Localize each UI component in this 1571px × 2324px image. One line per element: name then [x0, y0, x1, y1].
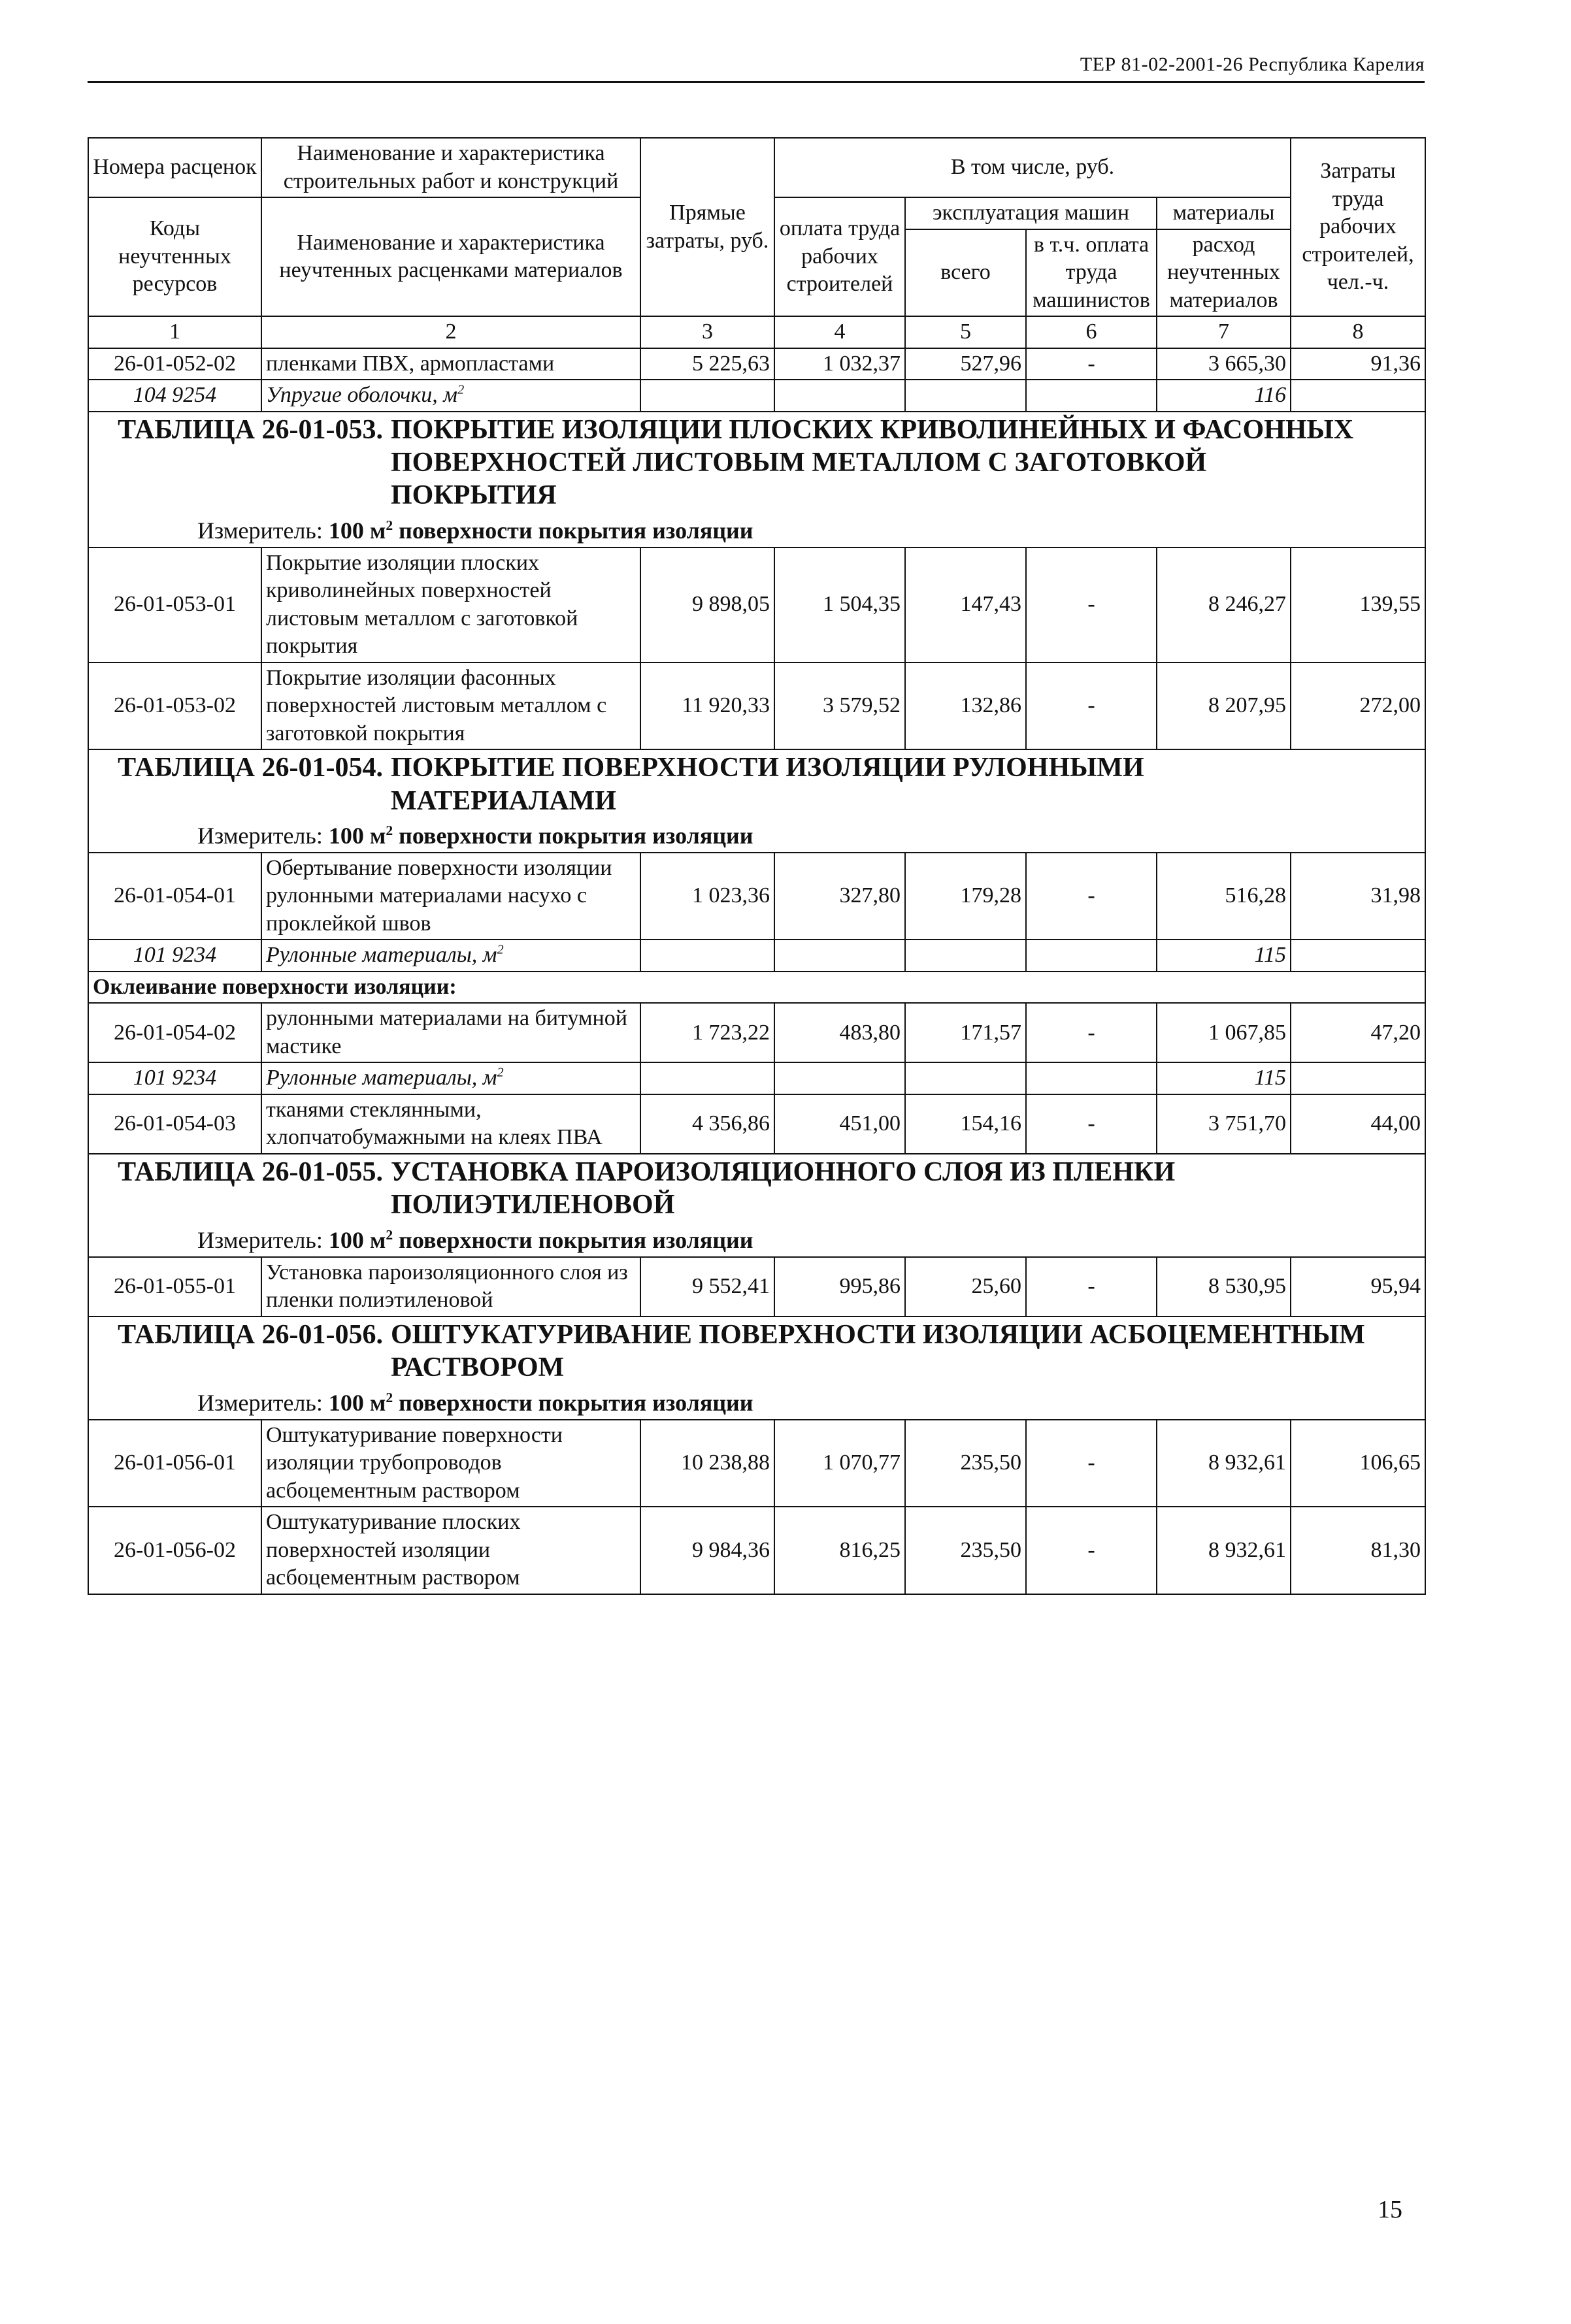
rate-code: 26-01-054-02: [88, 1003, 261, 1062]
direct-cost: 1 023,36: [640, 853, 774, 940]
rate-code: 26-01-053-02: [88, 663, 261, 750]
labor-cost: 44,00: [1291, 1094, 1425, 1154]
rate-code: 26-01-055-01: [88, 1257, 261, 1317]
resource-row: [88, 1062, 1425, 1094]
col-machine-wage: в т.ч. оплата труда машинистов: [1026, 229, 1157, 317]
machine-wage-cost: -: [1026, 1257, 1157, 1317]
page-number: 15: [1378, 2196, 1402, 2223]
col-wage: оплата труда рабочих строителей: [774, 197, 905, 316]
machine-cost: 235,50: [905, 1420, 1026, 1507]
materials-cost: 8 932,61: [1157, 1507, 1291, 1594]
resource-row: [88, 380, 1425, 412]
rate-code: 26-01-053-01: [88, 548, 261, 663]
table-row: [88, 1094, 1425, 1154]
materials-cost: 516,28: [1157, 853, 1291, 940]
col-name-top: Наименование и характеристика строительных работ и конструкций: [261, 138, 640, 197]
direct-cost: 4 356,86: [640, 1094, 774, 1154]
rate-name: Оштукатуривание плоских поверхностей изоляции асбоцементным раствором: [261, 1507, 640, 1594]
table-053-measure: Измеритель: 100 $м^2$ поверхности покрытия изоляции: [197, 517, 753, 544]
table-054-number: ТАБЛИЦА 26-01-054.: [118, 753, 383, 783]
table-055-title: УСТАНОВКА ПАРОИЗОЛЯЦИОННОГО СЛОЯ ИЗ ПЛЕНКИ ПОЛИЭТИЛЕНОВОЙ: [391, 1156, 1176, 1220]
col-code-bottom: Коды неучтенных ресурсов: [88, 197, 261, 316]
col-machine-group: эксплуатация машин: [905, 197, 1157, 229]
table-053-number: ТАБЛИЦА 26-01-053.: [118, 414, 383, 445]
machine-wage-cost: -: [1026, 1420, 1157, 1507]
wage-cost: 1 032,37: [774, 348, 905, 380]
col-labor: Затраты труда рабочих строителей, чел.-ч.: [1291, 138, 1425, 316]
resource-name: Упругие оболочки, $м^2$: [261, 380, 640, 412]
materials-cost: 3 665,30: [1157, 348, 1291, 380]
table-055-title-row: [88, 1154, 1425, 1257]
table-row: [88, 548, 1425, 663]
machine-wage-cost: -: [1026, 1507, 1157, 1594]
direct-cost: 9 984,36: [640, 1507, 774, 1594]
labor-cost: 106,65: [1291, 1420, 1425, 1507]
col-incl: В том числе, руб.: [774, 138, 1291, 197]
col-machine-total: всего: [905, 229, 1026, 317]
table-055-number: ТАБЛИЦА 26-01-055.: [118, 1156, 383, 1187]
rate-code: 26-01-052-02: [88, 348, 261, 380]
materials-cost: 3 751,70: [1157, 1094, 1291, 1154]
machine-cost: 527,96: [905, 348, 1026, 380]
direct-cost: 11 920,33: [640, 663, 774, 750]
table-056-measure: Измеритель: 100 $м^2$ поверхности покрытия изоляции: [197, 1389, 753, 1416]
materials-cost: 1 067,85: [1157, 1003, 1291, 1062]
table-row: [88, 853, 1425, 940]
labor-cost: 31,98: [1291, 853, 1425, 940]
col-number: 7: [1157, 316, 1291, 348]
table-054-title: ПОКРЫТИЕ ПОВЕРХНОСТИ ИЗОЛЯЦИИ РУЛОННЫМИ МАТЕРИАЛАМИ: [391, 753, 1144, 816]
machine-wage-cost: -: [1026, 853, 1157, 940]
machine-wage-cost: -: [1026, 1003, 1157, 1062]
col-materials-group: материалы: [1157, 197, 1291, 229]
machine-cost: 179,28: [905, 853, 1026, 940]
labor-cost: 91,36: [1291, 348, 1425, 380]
table-056-title: ОШТУКАТУРИВАНИЕ ПОВЕРХНОСТИ ИЗОЛЯЦИИ АСБОЦЕМЕНТНЫМ РАСТВОРОМ: [391, 1319, 1365, 1383]
labor-cost: 272,00: [1291, 663, 1425, 750]
rates-table: [88, 137, 1426, 1595]
rate-name: Оштукатуривание поверхности изоляции трубопроводов асбоцементным раствором: [261, 1420, 640, 1507]
col-number: 6: [1026, 316, 1157, 348]
rate-name: рулонными материалами на битумной мастике: [261, 1003, 640, 1062]
table-row: [88, 1257, 1425, 1317]
group-heading-row: [88, 972, 1425, 1004]
rate-code: 26-01-054-03: [88, 1094, 261, 1154]
table-053-title-row: [88, 412, 1425, 548]
col-number: 2: [261, 316, 640, 348]
table-056-title-row: [88, 1317, 1425, 1420]
labor-cost: 139,55: [1291, 548, 1425, 663]
resource-name: Рулонные материалы, $м^2$: [261, 1062, 640, 1094]
materials-cost: 8 207,95: [1157, 663, 1291, 750]
direct-cost: 10 238,88: [640, 1420, 774, 1507]
materials-cost: 8 932,61: [1157, 1420, 1291, 1507]
machine-wage-cost: -: [1026, 1094, 1157, 1154]
wage-cost: 1 504,35: [774, 548, 905, 663]
machine-cost: 132,86: [905, 663, 1026, 750]
rate-code: 26-01-054-01: [88, 853, 261, 940]
machine-cost: 154,16: [905, 1094, 1026, 1154]
table-056-number: ТАБЛИЦА 26-01-056.: [118, 1319, 383, 1350]
table-row: [88, 348, 1425, 380]
resource-row: [88, 940, 1425, 972]
rate-name: Покрытие изоляции плоских криволинейных поверхностей листовым металлом с заготовкой покрытия: [261, 548, 640, 663]
group-heading: Оклеивание поверхности изоляции:: [88, 972, 1425, 1004]
table-row: [88, 1507, 1425, 1594]
labor-cost: 81,30: [1291, 1507, 1425, 1594]
rate-code: 26-01-056-01: [88, 1420, 261, 1507]
rate-name: тканями стеклянными, хлопчатобумажными на клеях ПВА: [261, 1094, 640, 1154]
table-054-title-row: [88, 749, 1425, 853]
rate-name: Установка пароизоляционного слоя из пленки полиэтиленовой: [261, 1257, 640, 1317]
wage-cost: 995,86: [774, 1257, 905, 1317]
resource-code: 104 9254: [88, 380, 261, 412]
machine-wage-cost: -: [1026, 348, 1157, 380]
wage-cost: 451,00: [774, 1094, 905, 1154]
table-row: [88, 1003, 1425, 1062]
table-row: [88, 1420, 1425, 1507]
rate-code: 26-01-056-02: [88, 1507, 261, 1594]
col-number: 8: [1291, 316, 1425, 348]
col-code-top: Номера расценок: [88, 138, 261, 197]
col-number: 1: [88, 316, 261, 348]
table-053-title: ПОКРЫТИЕ ИЗОЛЯЦИИ ПЛОСКИХ КРИВОЛИНЕЙНЫХ И ФАСОННЫХ ПОВЕРХНОСТЕЙ ЛИСТОВЫМ МЕТАЛЛОМ С ЗАГОТОВКОЙ ПОКРЫТИЯ: [391, 414, 1354, 511]
header-row-1: [88, 138, 1425, 197]
materials-cost: 8 530,95: [1157, 1257, 1291, 1317]
materials-cost: 8 246,27: [1157, 548, 1291, 663]
resource-qty: 116: [1157, 380, 1291, 412]
col-materials: расход неучтенных материалов: [1157, 229, 1291, 317]
machine-cost: 25,60: [905, 1257, 1026, 1317]
wage-cost: 3 579,52: [774, 663, 905, 750]
header-rule: [88, 81, 1425, 83]
resource-name: Рулонные материалы, $м^2$: [261, 940, 640, 972]
direct-cost: 1 723,22: [640, 1003, 774, 1062]
table-row: [88, 663, 1425, 750]
labor-cost: 95,94: [1291, 1257, 1425, 1317]
labor-cost: 47,20: [1291, 1003, 1425, 1062]
wage-cost: 1 070,77: [774, 1420, 905, 1507]
col-number: 4: [774, 316, 905, 348]
wage-cost: 816,25: [774, 1507, 905, 1594]
resource-code: 101 9234: [88, 1062, 261, 1094]
direct-cost: 9 552,41: [640, 1257, 774, 1317]
rate-name: Обертывание поверхности изоляции рулонными материалами насухо с проклейкой швов: [261, 853, 640, 940]
machine-cost: 147,43: [905, 548, 1026, 663]
direct-cost: 5 225,63: [640, 348, 774, 380]
resource-code: 101 9234: [88, 940, 261, 972]
col-name-bottom: Наименование и характеристика неучтенных расценками материалов: [261, 197, 640, 316]
rate-name: пленками ПВХ, армопластами: [261, 348, 640, 380]
machine-cost: 235,50: [905, 1507, 1026, 1594]
machine-wage-cost: -: [1026, 663, 1157, 750]
column-numbers-row: [88, 316, 1425, 348]
wage-cost: 327,80: [774, 853, 905, 940]
document-header: ТЕР 81-02-2001-26 Республика Карелия: [1080, 54, 1425, 75]
machine-cost: 171,57: [905, 1003, 1026, 1062]
col-direct: Прямые затраты, руб.: [640, 138, 774, 316]
col-number: 5: [905, 316, 1026, 348]
wage-cost: 483,80: [774, 1003, 905, 1062]
col-number: 3: [640, 316, 774, 348]
rate-name: Покрытие изоляции фасонных поверхностей листовым металлом с заготовкой покрытия: [261, 663, 640, 750]
table-055-measure: Измеритель: 100 $м^2$ поверхности покрытия изоляции: [197, 1226, 753, 1253]
resource-qty: 115: [1157, 1062, 1291, 1094]
table-054-measure: Измеритель: 100 $м^2$ поверхности покрытия изоляции: [197, 822, 753, 849]
machine-wage-cost: -: [1026, 548, 1157, 663]
resource-qty: 115: [1157, 940, 1291, 972]
direct-cost: 9 898,05: [640, 548, 774, 663]
